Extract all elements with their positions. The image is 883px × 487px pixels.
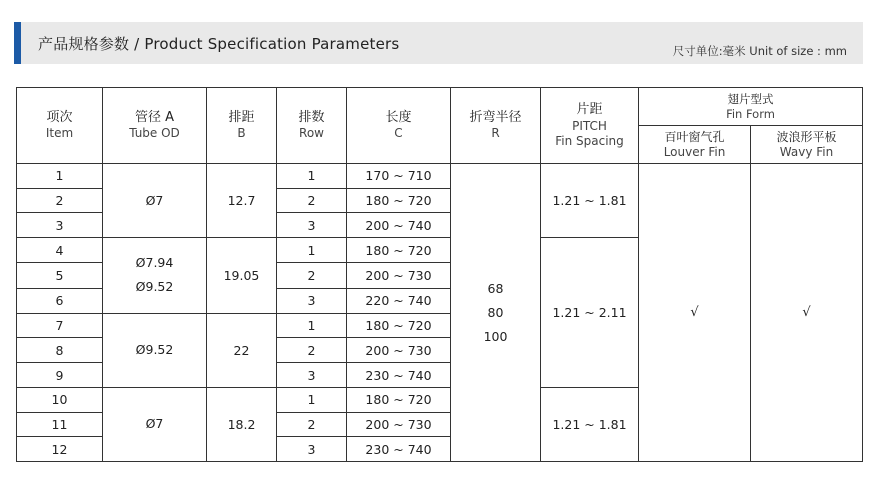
item-cell: 11	[17, 412, 103, 437]
pitch-b-cell: 22	[207, 313, 277, 387]
row-cell: 1	[277, 387, 347, 412]
pitch-b-cell: 18.2	[207, 387, 277, 461]
louver-fin-check: √	[639, 164, 751, 462]
item-cell: 9	[17, 363, 103, 388]
row-cell: 2	[277, 412, 347, 437]
length-cell: 180 ~ 720	[347, 387, 451, 412]
row-cell: 2	[277, 338, 347, 363]
length-cell: 180 ~ 720	[347, 238, 451, 263]
item-cell: 5	[17, 263, 103, 288]
row-cell: 1	[277, 164, 347, 189]
tube-od-cell: Ø9.52	[103, 313, 207, 387]
col-header-bend-radius: 折弯半径 R	[451, 88, 541, 164]
spec-table	[16, 87, 863, 462]
length-cell: 230 ~ 740	[347, 363, 451, 388]
length-cell: 200 ~ 740	[347, 213, 451, 238]
col-header-tube-od: 管径 A Tube OD	[103, 88, 207, 164]
item-cell: 10	[17, 387, 103, 412]
col-header-fin-form: 翅片型式 Fin Form	[639, 88, 863, 126]
header-accent-bar	[14, 22, 21, 64]
row-cell: 1	[277, 238, 347, 263]
col-header-wavy-fin: 波浪形平板 Wavy Fin	[751, 126, 863, 164]
row-cell: 3	[277, 213, 347, 238]
length-cell: 230 ~ 740	[347, 437, 451, 462]
length-cell: 170 ~ 710	[347, 164, 451, 189]
item-cell: 4	[17, 238, 103, 263]
length-cell: 220 ~ 740	[347, 288, 451, 313]
row-cell: 2	[277, 263, 347, 288]
fin-spacing-cell: 1.21 ~ 1.81	[541, 164, 639, 238]
tube-od-cell: Ø7	[103, 387, 207, 461]
length-cell: 180 ~ 720	[347, 188, 451, 213]
pitch-b-cell: 12.7	[207, 164, 277, 238]
length-cell: 200 ~ 730	[347, 263, 451, 288]
unit-note: 尺寸单位:毫米 Unit of size : mm	[672, 44, 847, 58]
item-cell: 8	[17, 338, 103, 363]
col-header-length: 长度 C	[347, 88, 451, 164]
item-cell: 12	[17, 437, 103, 462]
tube-od-cell: Ø7	[103, 164, 207, 238]
fin-spacing-cell: 1.21 ~ 1.81	[541, 387, 639, 461]
row-cell: 3	[277, 288, 347, 313]
tube-od-cell: Ø7.94 Ø9.52	[103, 238, 207, 314]
row-cell: 3	[277, 437, 347, 462]
length-cell: 180 ~ 720	[347, 313, 451, 338]
col-header-louver-fin: 百叶窗气孔 Louver Fin	[639, 126, 751, 164]
row-cell: 2	[277, 188, 347, 213]
row-cell: 3	[277, 363, 347, 388]
item-cell: 6	[17, 288, 103, 313]
item-cell: 7	[17, 313, 103, 338]
item-cell: 3	[17, 213, 103, 238]
section-header	[14, 22, 863, 64]
item-cell: 1	[17, 164, 103, 189]
wavy-fin-check: √	[751, 164, 863, 462]
length-cell: 200 ~ 730	[347, 412, 451, 437]
length-cell: 200 ~ 730	[347, 338, 451, 363]
table-row	[17, 164, 863, 189]
pitch-b-cell: 19.05	[207, 238, 277, 314]
bend-radius-cell: 68 80 100	[451, 164, 541, 462]
col-header-fin-spacing: 片距 PITCH Fin Spacing	[541, 88, 639, 164]
row-cell: 1	[277, 313, 347, 338]
fin-spacing-cell: 1.21 ~ 2.11	[541, 238, 639, 388]
col-header-row: 排数 Row	[277, 88, 347, 164]
col-header-pitch-b: 排距 B	[207, 88, 277, 164]
page-title: 产品规格参数 / Product Specification Parameters	[38, 35, 400, 53]
col-header-item: 项次 Item	[17, 88, 103, 164]
item-cell: 2	[17, 188, 103, 213]
